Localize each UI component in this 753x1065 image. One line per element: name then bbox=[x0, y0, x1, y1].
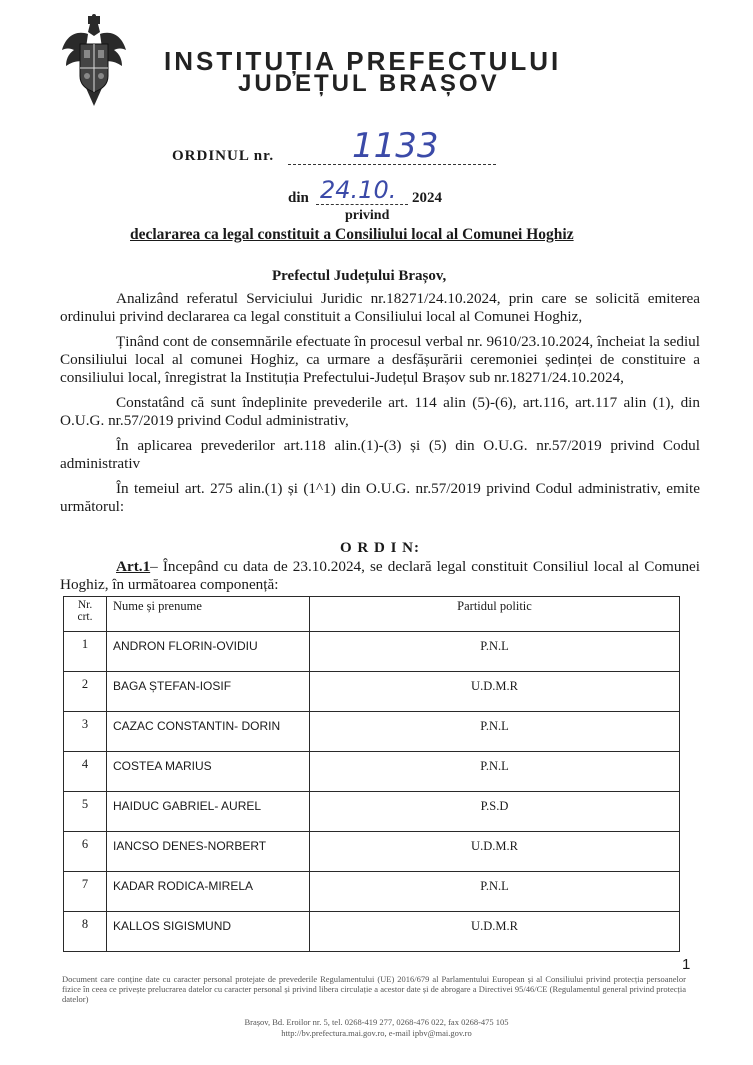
row-nr: 8 bbox=[64, 912, 107, 952]
row-name: ANDRON FLORIN-OVIDIU bbox=[107, 632, 310, 672]
order-label: ORDINUL nr. bbox=[172, 148, 275, 164]
romania-coat-of-arms-icon bbox=[58, 14, 130, 108]
row-nr: 3 bbox=[64, 712, 107, 752]
row-name: KALLOS SIGISMUND bbox=[107, 912, 310, 952]
row-party: P.S.D bbox=[310, 792, 680, 832]
row-party: P.N.L bbox=[310, 632, 680, 672]
table-header-row bbox=[64, 597, 680, 632]
row-name: HAIDUC GABRIEL- AUREL bbox=[107, 792, 310, 832]
row-nr: 1 bbox=[64, 632, 107, 672]
paragraph-aplicarea: În aplicarea prevederilor art.118 alin.(1)-(3) și (5) din O.U.G. nr.57/2019 privind Codul administrativ bbox=[60, 437, 700, 472]
row-nr: 5 bbox=[64, 792, 107, 832]
header-name: Nume și prenume bbox=[107, 597, 310, 632]
row-nr: 6 bbox=[64, 832, 107, 872]
row-party: U.D.M.R bbox=[310, 672, 680, 712]
header-party: Partidul politic bbox=[310, 597, 680, 632]
table-row bbox=[64, 912, 680, 952]
preamble bbox=[60, 290, 700, 523]
row-nr: 7 bbox=[64, 872, 107, 912]
paragraph-temeiul: În temeiul art. 275 alin.(1) și (1^1) din O.U.G. nr.57/2019 privind Codul administrativ, emite următorul: bbox=[60, 480, 700, 515]
row-nr: 4 bbox=[64, 752, 107, 792]
footer-web: http://bv.prefectura.mai.gov.ro, e-mail ipbv@mai.gov.ro bbox=[281, 1028, 472, 1038]
row-party: U.D.M.R bbox=[310, 832, 680, 872]
date-handwritten: 24.10. bbox=[320, 176, 397, 204]
order-subject: declararea ca legal constituit a Consiliului local al Comunei Hoghiz bbox=[130, 226, 574, 243]
paragraph-referat: Analizând referatul Serviciului Juridic nr.18271/24.10.2024, prin care se solicită emiterea ordinului privind declararea ca legal constituit a Consiliului local al Comunei Hoghiz, bbox=[60, 290, 700, 325]
table-row bbox=[64, 752, 680, 792]
table-row bbox=[64, 832, 680, 872]
table-row bbox=[64, 712, 680, 752]
date-prefix: din bbox=[288, 190, 309, 206]
gdpr-disclaimer: Document care conține date cu caracter personal protejate de prevederile Regulamentului (UE) 2016/679 al Parlamentului European și al Consiliului privind protecția persoanelor fizice în ceea ce privește prelucrarea datelor cu caracter personal și privind libera circulație a acestor date și de abrogare a Directivei 95/46/CE (Regulamentul general privind protecția datelor) bbox=[62, 974, 686, 1004]
order-number: 1133 bbox=[352, 126, 439, 166]
row-name: KADAR RODICA-MIRELA bbox=[107, 872, 310, 912]
page-number: 1 bbox=[682, 956, 691, 973]
date-year: 2024 bbox=[412, 190, 442, 206]
table-row bbox=[64, 872, 680, 912]
privind-label: privind bbox=[345, 208, 390, 223]
row-party: P.N.L bbox=[310, 712, 680, 752]
row-party: U.D.M.R bbox=[310, 912, 680, 952]
article-1 bbox=[60, 558, 700, 594]
row-name: COSTEA MARIUS bbox=[107, 752, 310, 792]
paragraph-proces-verbal: Ținând cont de consemnările efectuate în procesul verbal nr. 9610/23.10.2024, încheiat la sediul Consiliului local al comunei Hoghiz, ca urmare a desfășurării ceremoniei ședinței de constituire a consiliului local, înregistrat la Instituția Prefectului-Județul Brașov sub nr.18271/24.10.2024, bbox=[60, 333, 700, 386]
council-members-table bbox=[63, 596, 680, 952]
row-name: BAGA ȘTEFAN-IOSIF bbox=[107, 672, 310, 712]
article-1-label: Art.1 bbox=[116, 558, 151, 575]
row-party: P.N.L bbox=[310, 872, 680, 912]
footer-address: Brașov, Bd. Eroilor nr. 5, tel. 0268-419 277, 0268-476 022, fax 0268-475 105 bbox=[244, 1017, 509, 1027]
table-row bbox=[64, 672, 680, 712]
table-row bbox=[64, 792, 680, 832]
institution-name: INSTITUȚIA PREFECTULUI bbox=[164, 46, 562, 76]
article-1-text: – Începând cu data de 23.10.2024, se declară legal constituit Consiliul local al Comunei Hoghiz, în următoarea componență: bbox=[60, 558, 700, 593]
institution-county: JUDEȚUL BRAȘOV bbox=[238, 70, 500, 97]
ordin-title: O R D I N: bbox=[340, 540, 420, 556]
table-row bbox=[64, 632, 680, 672]
row-name: IANCSO DENES-NORBERT bbox=[107, 832, 310, 872]
row-nr: 2 bbox=[64, 672, 107, 712]
header-nr: Nr. crt. bbox=[64, 597, 107, 632]
paragraph-constatand: Constatând că sunt îndeplinite prevederile art. 114 alin (5)-(6), art.116, art.117 alin (1), din O.U.G. nr.57/2019 privind Codul administrativ, bbox=[60, 394, 700, 429]
row-party: P.N.L bbox=[310, 752, 680, 792]
row-name: CAZAC CONSTANTIN- DORIN bbox=[107, 712, 310, 752]
issuer: Prefectul Județului Brașov, bbox=[272, 268, 447, 284]
